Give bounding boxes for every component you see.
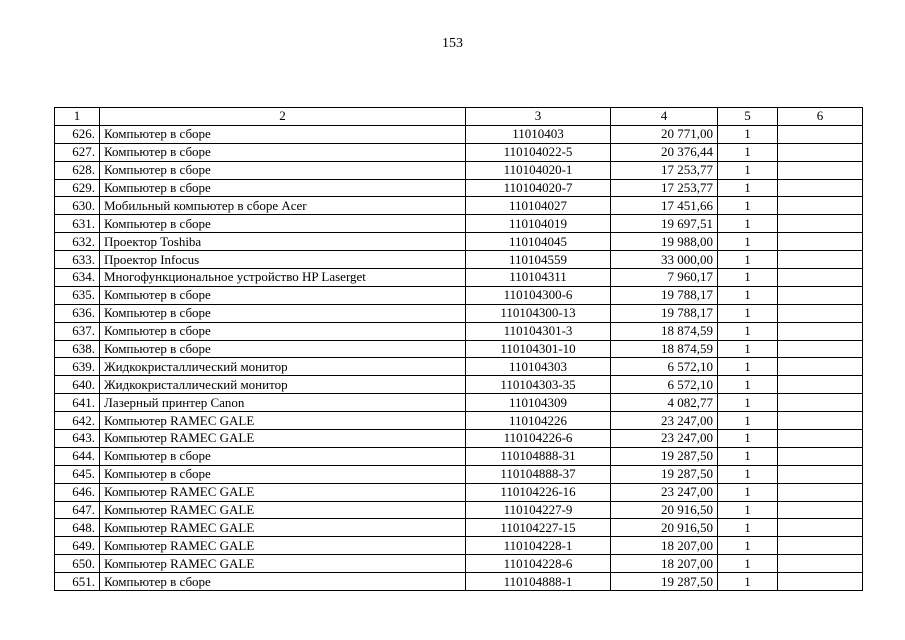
quantity-cell: 1 [718, 358, 778, 376]
header-cell: 2 [100, 108, 466, 126]
amount-cell: 20 376,44 [611, 143, 718, 161]
item-name-cell: Компьютер в сборе [100, 447, 466, 465]
quantity-cell: 1 [718, 519, 778, 537]
item-name-cell: Компьютер RAMEC GALE [100, 519, 466, 537]
page-number: 153 [442, 36, 463, 51]
header-cell: 5 [718, 108, 778, 126]
quantity-cell: 1 [718, 430, 778, 448]
quantity-cell: 1 [718, 251, 778, 269]
header-cell: 6 [778, 108, 863, 126]
notes-cell [778, 286, 863, 304]
row-number-cell: 626. [55, 125, 100, 143]
notes-cell [778, 519, 863, 537]
row-number-cell: 645. [55, 465, 100, 483]
table-row [55, 555, 863, 573]
inventory-number-cell: 110104888-37 [466, 465, 611, 483]
row-number-cell: 651. [55, 573, 100, 591]
row-number-cell: 629. [55, 179, 100, 197]
notes-cell [778, 376, 863, 394]
table-row [55, 394, 863, 412]
table-row [55, 269, 863, 287]
amount-cell: 7 960,17 [611, 269, 718, 287]
amount-cell: 6 572,10 [611, 376, 718, 394]
inventory-number-cell: 11010403 [466, 125, 611, 143]
row-number-cell: 633. [55, 251, 100, 269]
quantity-cell: 1 [718, 197, 778, 215]
item-name-cell: Проектор Toshiba [100, 233, 466, 251]
notes-cell [778, 394, 863, 412]
inventory-number-cell: 110104300-6 [466, 286, 611, 304]
table-row [55, 197, 863, 215]
table-row [55, 286, 863, 304]
inventory-number-cell: 110104227-15 [466, 519, 611, 537]
item-name-cell: Компьютер в сборе [100, 161, 466, 179]
amount-cell: 19 788,17 [611, 304, 718, 322]
inventory-number-cell: 110104303-35 [466, 376, 611, 394]
table-row [55, 465, 863, 483]
item-name-cell: Мобильный компьютер в сборе Acer [100, 197, 466, 215]
amount-cell: 6 572,10 [611, 358, 718, 376]
inventory-number-cell: 110104301-10 [466, 340, 611, 358]
item-name-cell: Компьютер RAMEC GALE [100, 537, 466, 555]
table-row [55, 519, 863, 537]
notes-cell [778, 555, 863, 573]
quantity-cell: 1 [718, 125, 778, 143]
amount-cell: 20 916,50 [611, 501, 718, 519]
inventory-number-cell: 110104045 [466, 233, 611, 251]
item-name-cell: Компьютер в сборе [100, 125, 466, 143]
amount-cell: 23 247,00 [611, 412, 718, 430]
notes-cell [778, 322, 863, 340]
inventory-number-cell: 110104226-16 [466, 483, 611, 501]
notes-cell [778, 161, 863, 179]
row-number-cell: 634. [55, 269, 100, 287]
row-number-cell: 632. [55, 233, 100, 251]
quantity-cell: 1 [718, 465, 778, 483]
row-number-cell: 637. [55, 322, 100, 340]
amount-cell: 19 697,51 [611, 215, 718, 233]
notes-cell [778, 251, 863, 269]
table-row [55, 447, 863, 465]
notes-cell [778, 412, 863, 430]
table-row [55, 340, 863, 358]
row-number-cell: 638. [55, 340, 100, 358]
table-row [55, 322, 863, 340]
notes-cell [778, 179, 863, 197]
notes-cell [778, 430, 863, 448]
row-number-cell: 630. [55, 197, 100, 215]
inventory-table [54, 107, 863, 591]
item-name-cell: Компьютер в сборе [100, 340, 466, 358]
notes-cell [778, 125, 863, 143]
inventory-number-cell: 110104226 [466, 412, 611, 430]
item-name-cell: Компьютер RAMEC GALE [100, 412, 466, 430]
inventory-number-cell: 110104019 [466, 215, 611, 233]
table-row [55, 233, 863, 251]
amount-cell: 23 247,00 [611, 430, 718, 448]
notes-cell [778, 447, 863, 465]
item-name-cell: Компьютер RAMEC GALE [100, 430, 466, 448]
amount-cell: 33 000,00 [611, 251, 718, 269]
item-name-cell: Компьютер в сборе [100, 286, 466, 304]
row-number-cell: 628. [55, 161, 100, 179]
row-number-cell: 644. [55, 447, 100, 465]
header-cell: 1 [55, 108, 100, 126]
quantity-cell: 1 [718, 340, 778, 358]
table-row [55, 483, 863, 501]
quantity-cell: 1 [718, 215, 778, 233]
quantity-cell: 1 [718, 483, 778, 501]
row-number-cell: 648. [55, 519, 100, 537]
item-name-cell: Многофункциональное устройство HP Laserget [100, 269, 466, 287]
amount-cell: 18 207,00 [611, 537, 718, 555]
notes-cell [778, 340, 863, 358]
table-row [55, 143, 863, 161]
quantity-cell: 1 [718, 394, 778, 412]
inventory-number-cell: 110104559 [466, 251, 611, 269]
notes-cell [778, 143, 863, 161]
amount-cell: 20 771,00 [611, 125, 718, 143]
table-row [55, 430, 863, 448]
amount-cell: 18 874,59 [611, 340, 718, 358]
notes-cell [778, 233, 863, 251]
notes-cell [778, 304, 863, 322]
header-cell: 4 [611, 108, 718, 126]
quantity-cell: 1 [718, 412, 778, 430]
inventory-number-cell: 110104300-13 [466, 304, 611, 322]
amount-cell: 19 287,50 [611, 573, 718, 591]
inventory-number-cell: 110104228-1 [466, 537, 611, 555]
notes-cell [778, 197, 863, 215]
row-number-cell: 627. [55, 143, 100, 161]
notes-cell [778, 465, 863, 483]
quantity-cell: 1 [718, 304, 778, 322]
table-row [55, 251, 863, 269]
table-row [55, 179, 863, 197]
item-name-cell: Компьютер в сборе [100, 304, 466, 322]
notes-cell [778, 501, 863, 519]
inventory-number-cell: 110104027 [466, 197, 611, 215]
inventory-number-cell: 110104020-7 [466, 179, 611, 197]
item-name-cell: Жидкокристаллический монитор [100, 376, 466, 394]
amount-cell: 19 287,50 [611, 465, 718, 483]
quantity-cell: 1 [718, 376, 778, 394]
inventory-number-cell: 110104309 [466, 394, 611, 412]
inventory-number-cell: 110104303 [466, 358, 611, 376]
item-name-cell: Проектор Infocus [100, 251, 466, 269]
inventory-number-cell: 110104888-1 [466, 573, 611, 591]
row-number-cell: 636. [55, 304, 100, 322]
table-row [55, 412, 863, 430]
quantity-cell: 1 [718, 573, 778, 591]
inventory-number-cell: 110104020-1 [466, 161, 611, 179]
amount-cell: 17 253,77 [611, 161, 718, 179]
notes-cell [778, 269, 863, 287]
row-number-cell: 649. [55, 537, 100, 555]
amount-cell: 17 253,77 [611, 179, 718, 197]
amount-cell: 19 287,50 [611, 447, 718, 465]
quantity-cell: 1 [718, 555, 778, 573]
table-header-row [55, 108, 863, 126]
table-row [55, 215, 863, 233]
amount-cell: 18 207,00 [611, 555, 718, 573]
item-name-cell: Жидкокристаллический монитор [100, 358, 466, 376]
row-number-cell: 641. [55, 394, 100, 412]
row-number-cell: 639. [55, 358, 100, 376]
quantity-cell: 1 [718, 537, 778, 555]
inventory-number-cell: 110104228-6 [466, 555, 611, 573]
inventory-number-cell: 110104888-31 [466, 447, 611, 465]
table-body [55, 125, 863, 590]
notes-cell [778, 215, 863, 233]
row-number-cell: 640. [55, 376, 100, 394]
amount-cell: 18 874,59 [611, 322, 718, 340]
inventory-number-cell: 110104227-9 [466, 501, 611, 519]
inventory-number-cell: 110104022-5 [466, 143, 611, 161]
inventory-number-cell: 110104301-3 [466, 322, 611, 340]
quantity-cell: 1 [718, 322, 778, 340]
row-number-cell: 631. [55, 215, 100, 233]
quantity-cell: 1 [718, 501, 778, 519]
table-row [55, 501, 863, 519]
item-name-cell: Компьютер в сборе [100, 573, 466, 591]
quantity-cell: 1 [718, 179, 778, 197]
row-number-cell: 647. [55, 501, 100, 519]
row-number-cell: 643. [55, 430, 100, 448]
quantity-cell: 1 [718, 233, 778, 251]
inventory-number-cell: 110104226-6 [466, 430, 611, 448]
quantity-cell: 1 [718, 286, 778, 304]
item-name-cell: Компьютер в сборе [100, 143, 466, 161]
item-name-cell: Компьютер в сборе [100, 215, 466, 233]
table-row [55, 161, 863, 179]
amount-cell: 19 988,00 [611, 233, 718, 251]
quantity-cell: 1 [718, 161, 778, 179]
table-row [55, 376, 863, 394]
item-name-cell: Компьютер в сборе [100, 465, 466, 483]
row-number-cell: 646. [55, 483, 100, 501]
item-name-cell: Компьютер в сборе [100, 179, 466, 197]
item-name-cell: Компьютер в сборе [100, 322, 466, 340]
amount-cell: 17 451,66 [611, 197, 718, 215]
item-name-cell: Компьютер RAMEC GALE [100, 555, 466, 573]
amount-cell: 19 788,17 [611, 286, 718, 304]
table-row [55, 358, 863, 376]
inventory-number-cell: 110104311 [466, 269, 611, 287]
notes-cell [778, 537, 863, 555]
table-row [55, 537, 863, 555]
item-name-cell: Компьютер RAMEC GALE [100, 501, 466, 519]
table-row [55, 125, 863, 143]
notes-cell [778, 358, 863, 376]
item-name-cell: Лазерный принтер Canon [100, 394, 466, 412]
table-row [55, 573, 863, 591]
row-number-cell: 635. [55, 286, 100, 304]
item-name-cell: Компьютер RAMEC GALE [100, 483, 466, 501]
notes-cell [778, 573, 863, 591]
quantity-cell: 1 [718, 269, 778, 287]
quantity-cell: 1 [718, 143, 778, 161]
table-row [55, 304, 863, 322]
amount-cell: 20 916,50 [611, 519, 718, 537]
quantity-cell: 1 [718, 447, 778, 465]
row-number-cell: 650. [55, 555, 100, 573]
amount-cell: 23 247,00 [611, 483, 718, 501]
row-number-cell: 642. [55, 412, 100, 430]
notes-cell [778, 483, 863, 501]
amount-cell: 4 082,77 [611, 394, 718, 412]
header-cell: 3 [466, 108, 611, 126]
